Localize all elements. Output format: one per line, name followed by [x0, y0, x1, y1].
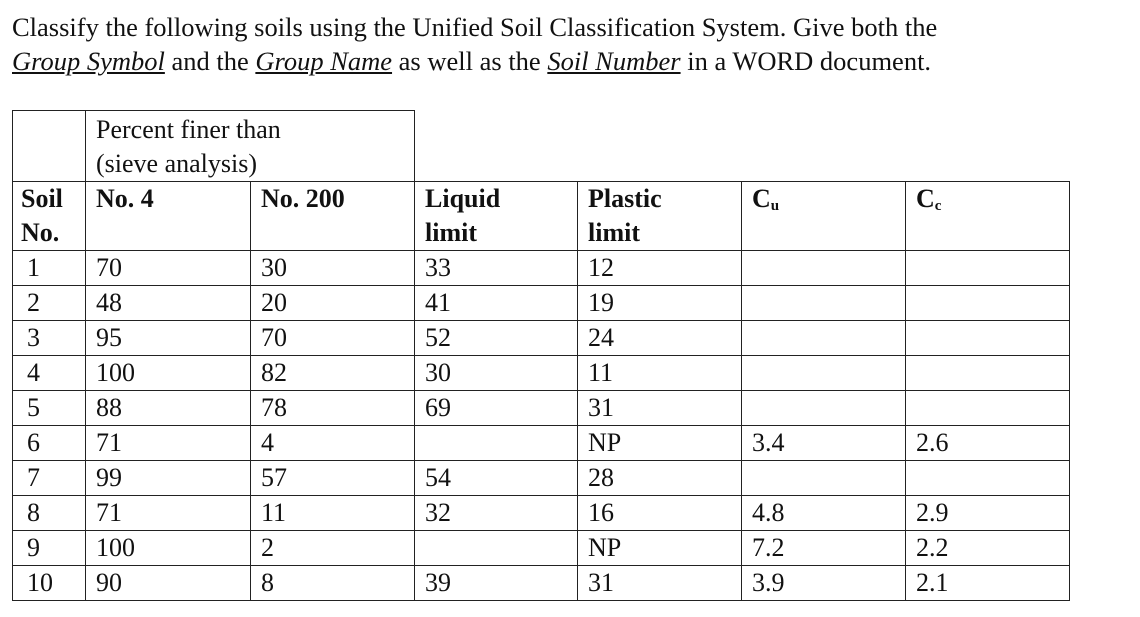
header-no200: No. 200	[251, 182, 415, 251]
cell-no4: 99	[86, 461, 251, 496]
cell-no200: 82	[251, 356, 415, 391]
cell-no4: 71	[86, 496, 251, 531]
header-percent-finer	[86, 111, 415, 182]
cell-cu	[742, 356, 906, 391]
cell-soil: 1	[13, 251, 86, 286]
cell-pl: 31	[578, 391, 742, 426]
cell-no4: 70	[86, 251, 251, 286]
cell-no200: 30	[251, 251, 415, 286]
cell-pl: 11	[578, 356, 742, 391]
cell-ll: 33	[415, 251, 578, 286]
header-ll-line2: limit	[425, 218, 477, 247]
instructions-part2: and the	[171, 46, 249, 76]
table-row	[13, 566, 1070, 601]
cell-ll: 30	[415, 356, 578, 391]
cell-no4: 90	[86, 566, 251, 601]
cell-cu: 4.8	[742, 496, 906, 531]
table-row	[13, 321, 1070, 356]
cell-ll	[415, 531, 578, 566]
cell-pl: 24	[578, 321, 742, 356]
instructions-part4: in a WORD document.	[687, 46, 932, 76]
cell-cu	[742, 286, 906, 321]
cell-pl: NP	[578, 531, 742, 566]
cell-no200: 2	[251, 531, 415, 566]
cell-pl: 28	[578, 461, 742, 496]
cell-ll: 41	[415, 286, 578, 321]
header-row-columns	[13, 182, 1070, 251]
instructions-part1: Classify the following soils using the Unified Soil Classification System. Give both the	[12, 12, 938, 42]
table-row	[13, 461, 1070, 496]
header-empty-area	[415, 111, 1070, 182]
table-body	[13, 251, 1070, 601]
cell-soil: 10	[13, 566, 86, 601]
header-cu-base: C	[752, 184, 771, 213]
header-cc-sub: c	[934, 198, 942, 214]
cell-cu	[742, 321, 906, 356]
soil-data-table	[12, 110, 1070, 601]
cell-soil: 6	[13, 426, 86, 461]
cell-soil: 4	[13, 356, 86, 391]
table-row	[13, 286, 1070, 321]
cell-cu: 7.2	[742, 531, 906, 566]
header-soil-line1: Soil	[21, 184, 63, 213]
term-soil-number: Soil Number	[547, 46, 681, 76]
cell-cc	[906, 321, 1070, 356]
header-cu-sub: u	[770, 198, 780, 214]
cell-no200: 11	[251, 496, 415, 531]
header-no4: No. 4	[86, 182, 251, 251]
header-corner-cell	[13, 111, 86, 182]
cell-soil: 8	[13, 496, 86, 531]
table-row	[13, 356, 1070, 391]
cell-cc: 2.1	[906, 566, 1070, 601]
cell-cu	[742, 461, 906, 496]
table-row	[13, 496, 1070, 531]
cell-no200: 70	[251, 321, 415, 356]
percent-finer-line1: Percent finer than	[96, 115, 281, 144]
cell-no4: 48	[86, 286, 251, 321]
header-pl-line1: Plastic	[588, 184, 662, 213]
instructions-part3: as well as the	[398, 46, 541, 76]
table-row	[13, 426, 1070, 461]
cell-cc: 2.6	[906, 426, 1070, 461]
cell-pl: 16	[578, 496, 742, 531]
cell-pl: 19	[578, 286, 742, 321]
cell-cu	[742, 251, 906, 286]
cell-ll	[415, 426, 578, 461]
cell-cc	[906, 286, 1070, 321]
cell-soil: 7	[13, 461, 86, 496]
cell-pl: 12	[578, 251, 742, 286]
cell-no4: 100	[86, 356, 251, 391]
cell-ll: 54	[415, 461, 578, 496]
table-row	[13, 531, 1070, 566]
header-pl-line2: limit	[588, 218, 640, 247]
cell-cu: 3.9	[742, 566, 906, 601]
header-soil-no	[13, 182, 86, 251]
header-ll-line1: Liquid	[425, 184, 501, 213]
cell-ll: 32	[415, 496, 578, 531]
cell-ll: 39	[415, 566, 578, 601]
cell-ll: 52	[415, 321, 578, 356]
cell-no4: 88	[86, 391, 251, 426]
cell-soil: 5	[13, 391, 86, 426]
cell-cc	[906, 391, 1070, 426]
cell-pl: NP	[578, 426, 742, 461]
cell-cc	[906, 251, 1070, 286]
cell-soil: 2	[13, 286, 86, 321]
cell-cc: 2.9	[906, 496, 1070, 531]
cell-no200: 78	[251, 391, 415, 426]
table-row	[13, 251, 1070, 286]
cell-pl: 31	[578, 566, 742, 601]
cell-cc	[906, 461, 1070, 496]
percent-finer-line2: (sieve analysis)	[96, 149, 258, 178]
cell-no4: 95	[86, 321, 251, 356]
header-cu	[742, 182, 906, 251]
header-soil-line2: No.	[21, 218, 60, 247]
header-cc-base: C	[916, 184, 935, 213]
cell-no200: 20	[251, 286, 415, 321]
cell-soil: 3	[13, 321, 86, 356]
header-liquid-limit	[415, 182, 578, 251]
cell-no4: 100	[86, 531, 251, 566]
term-group-name: Group Name	[255, 46, 393, 76]
term-group-symbol: Group Symbol	[12, 46, 165, 76]
cell-no200: 57	[251, 461, 415, 496]
cell-cu: 3.4	[742, 426, 906, 461]
cell-cc: 2.2	[906, 531, 1070, 566]
cell-no4: 71	[86, 426, 251, 461]
instructions-text	[12, 10, 1122, 78]
cell-no200: 8	[251, 566, 415, 601]
header-cc	[906, 182, 1070, 251]
table-row	[13, 391, 1070, 426]
header-row-group	[13, 111, 1070, 182]
cell-soil: 9	[13, 531, 86, 566]
cell-cu	[742, 391, 906, 426]
cell-no200: 4	[251, 426, 415, 461]
header-plastic-limit	[578, 182, 742, 251]
cell-ll: 69	[415, 391, 578, 426]
cell-cc	[906, 356, 1070, 391]
